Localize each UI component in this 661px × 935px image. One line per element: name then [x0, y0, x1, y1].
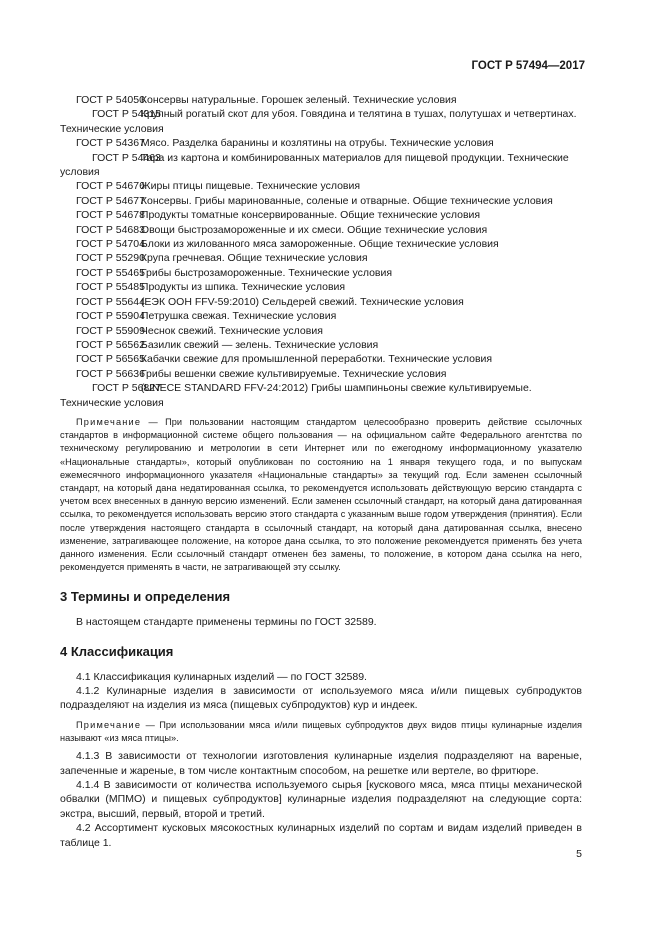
reference-code: ГОСТ Р 54050: [76, 94, 145, 106]
reference-title: Грибы быстрозамороженные. Технические условия: [140, 266, 393, 279]
reference-item: [60, 280, 582, 294]
reference-title: Продукты из шпика. Технические условия: [140, 281, 346, 294]
page-content: [60, 93, 582, 850]
reference-title: Грибы вешенки свежие культивируемые. Технические условия: [140, 367, 447, 380]
reference-code: ГОСТ Р 55290: [76, 252, 145, 265]
reference-code: ГОСТ Р 54678: [76, 209, 145, 222]
reference-item: [60, 367, 582, 381]
reference-code: ГОСТ Р 55465: [76, 266, 145, 279]
reference-item: [60, 309, 582, 323]
section-4-heading: 4 Классификация: [60, 644, 174, 660]
reference-item: [60, 151, 582, 180]
reference-title: Крупный рогатый скот для убоя. Говядина и телятина в тушах, полутушах и четвертинах. Технические условия: [60, 108, 577, 135]
reference-item: [60, 251, 582, 265]
reference-title: Жиры птицы пищевые. Технические условия: [140, 180, 361, 193]
clause-4-1-2: 4.1.2 Кулинарные изделия в зависимости от используемого мяса и/или пищевых субпродуктов подразделяют на изделия из мяса (пищевых субпродуктов) кур и индеек.: [60, 685, 582, 712]
clause-4-1: 4.1 Классификация кулинарных изделий — по ГОСТ 32589.: [76, 670, 367, 683]
reference-code: ГОСТ Р 54704: [76, 238, 145, 251]
reference-item: [60, 237, 582, 251]
reference-title: Продукты томатные консервированные. Общие технические условия: [140, 209, 481, 222]
reference-item: [60, 194, 582, 208]
reference-item: [60, 107, 582, 136]
reference-code: ГОСТ Р 56636: [76, 367, 145, 380]
reference-code: ГОСТ Р 54463: [92, 151, 161, 164]
references-note: [60, 416, 582, 574]
reference-title: Овощи быстрозамороженные и их смеси. Общие технические условия: [140, 223, 488, 236]
page-number: 5: [576, 848, 582, 860]
note-label: Примечание: [76, 719, 142, 730]
clause-4-1-3: 4.1.3 В зависимости от технологии изготовления кулинарные изделия подразделяют на вареные, запеченные и жареные, в том числе контактным способом, на решетке или вертеле, во фритюре.: [60, 750, 582, 777]
document-id-header: ГОСТ Р 57494—2017: [471, 60, 585, 72]
reference-title: Петрушка свежая. Технические условия: [140, 310, 337, 323]
reference-title: Крупа гречневая. Общие технические условия: [140, 252, 368, 265]
reference-item: [60, 223, 582, 237]
reference-item: [60, 352, 582, 366]
reference-code: ГОСТ Р 54367: [76, 137, 145, 150]
reference-code: ГОСТ Р 56565: [76, 353, 145, 366]
reference-code: ГОСТ Р 55644: [76, 295, 145, 308]
reference-title: Кабачки свежие для промышленной переработки. Технические условия: [140, 353, 493, 366]
reference-item: [60, 295, 582, 309]
clause-4-2: 4.2 Ассортимент кусковых мясокостных кулинарных изделий по сортам и видам изделий приведен в таблице 1.: [60, 822, 582, 849]
section-3-heading: 3 Термины и определения: [60, 589, 231, 605]
reference-code: ГОСТ Р 54677: [76, 194, 145, 207]
reference-code: ГОСТ Р 55909: [76, 324, 145, 337]
reference-title: Блоки из жилованного мяса замороженные. Общие технические условия: [140, 238, 499, 251]
reference-code: ГОСТ Р 56827: [92, 382, 161, 395]
reference-item: [60, 381, 582, 410]
note-label: Примечание: [76, 416, 142, 427]
reference-item: [60, 136, 582, 150]
reference-item: [60, 266, 582, 280]
reference-code: ГОСТ Р 54676: [76, 180, 145, 193]
reference-code: ГОСТ Р 54315: [92, 108, 161, 121]
reference-item: [60, 208, 582, 222]
reference-item: [60, 324, 582, 338]
reference-code: ГОСТ Р 55485: [76, 281, 145, 294]
reference-title: Мясо. Разделка баранины и козлятины на отрубы. Технические условия: [140, 137, 494, 150]
reference-title: (UNECE STANDARD FFV-24:2012) Грибы шампиньоны свежие культивируемые. Технические условия: [60, 382, 532, 409]
reference-item: [60, 179, 582, 193]
reference-title: Базилик свежий — зелень. Технические условия: [140, 338, 379, 351]
reference-code: ГОСТ Р 55904: [76, 310, 145, 323]
note-text: — При пользовании настоящим стандартом целесообразно проверить действие ссылочных стандартов в информационной системе общего пользования — на официальном сайте Федерального агентства по техническому регулированию и метрологии в сети Интернет или по ежегодному информационному указателю «Национальные стандарты», который опубликован по состоянию на 1 января текущего года, и по выпускам ежемесячного информационного указателя «Национальные стандарты» за текущий год. Если заменен ссылочный стандарт, на который дана недатированная ссылка, то рекомендуется использовать действующую версию стандарта с учетом всех внесенных в данную версию изменений. Если заменен ссылочный стандарт, на который дана датированная ссылка, то рекомендуется использовать версию этого стандарта с указанным выше годом утверждения (принятия). Если после утверждения настоящего стандарта в ссылочный стандарт, на который дана датированная ссылка, внесено изменение, затрагивающее положение, на которое дана ссылка, то это положение рекомендуется применять без учета данного изменения. Если ссылочный стандарт отменен без замены, то положение, в котором дана ссылка на него, рекомендуется применять в части, не затрагивающей эту ссылку.: [60, 416, 582, 573]
note-text: — При использовании мяса и/или пищевых субпродуктов двух видов птицы кулинарные изделия называют «из мяса птицы».: [60, 719, 582, 744]
normative-references-list: [60, 93, 582, 410]
reference-title: Тара из картона и комбинированных материалов для пищевой продукции. Технические условия: [60, 151, 569, 179]
reference-title: Консервы натуральные. Горошек зеленый. Технические условия: [140, 94, 457, 106]
reference-item: [60, 338, 582, 352]
reference-code: ГОСТ Р 54683: [76, 223, 145, 236]
reference-title: Консервы. Грибы маринованные, соленые и отварные. Общие технические условия: [140, 194, 553, 207]
section-3-text: В настоящем стандарте применены термины по ГОСТ 32589.: [76, 615, 377, 628]
clause-4-1-4: 4.1.4 В зависимости от количества используемого сырья [кускового мяса, мяса птицы механической обвалки (МПМО) и пищевых субпродуктов] кулинарные изделия подразделяют на следующие сорта: экстра, высший, первый, второй и третий.: [60, 779, 582, 820]
reference-code: ГОСТ Р 56562: [76, 338, 145, 351]
clause-4-1-2-note: [60, 719, 582, 745]
reference-item: [60, 93, 582, 107]
reference-title: Чеснок свежий. Технические условия: [140, 324, 323, 337]
reference-title: (ЕЭК ООН FFV-59:2010) Сельдерей свежий. Технические условия: [140, 295, 464, 308]
